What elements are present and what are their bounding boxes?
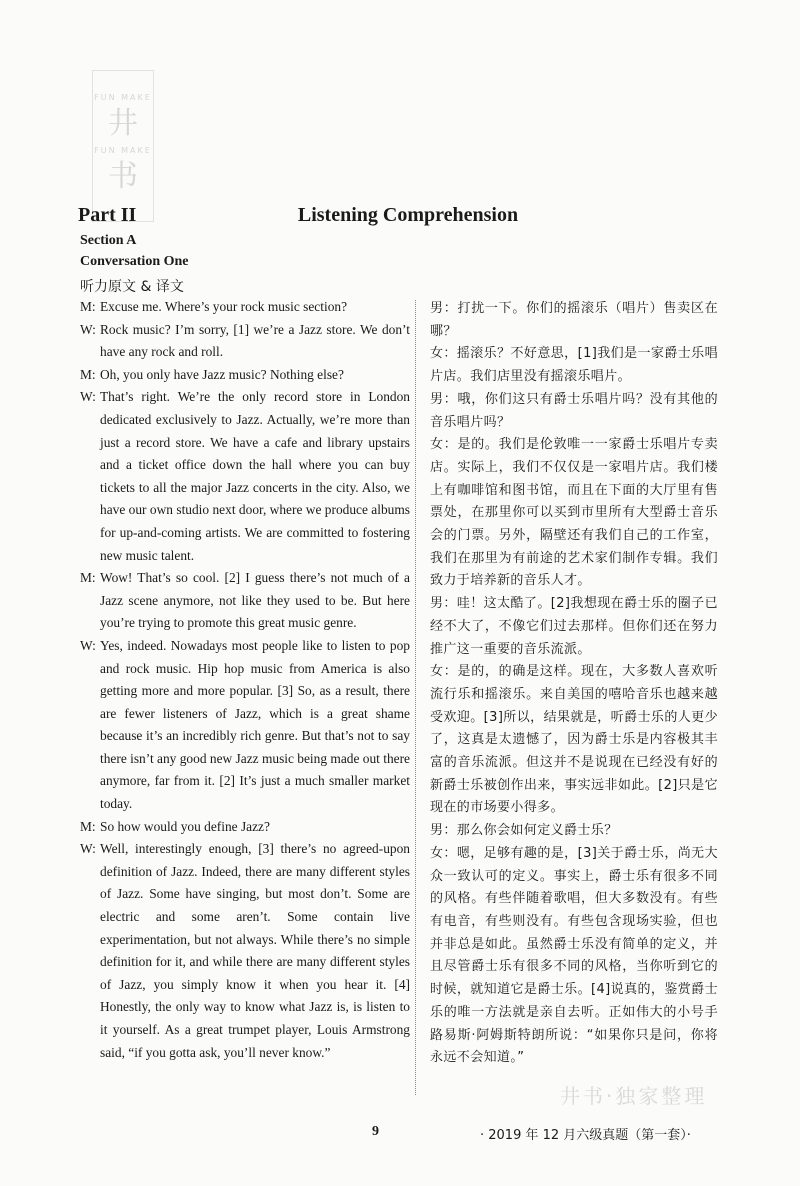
translation-paragraph: 男：哇！这太酷了。[2]我想现在爵士乐的圈子已经不大了，不像它们过去那样。但你们还在努力推广这一重要的音乐流派。 xyxy=(430,596,718,657)
dialogue-line xyxy=(80,567,410,635)
speaker-label: W: xyxy=(80,637,96,653)
footer-source: · 2019 年 12 月六级真题（第一套）· xyxy=(480,1128,691,1143)
watermark-text: 井书·独家整理 xyxy=(560,1084,708,1108)
english-transcript xyxy=(80,296,410,1064)
part-label: Part II xyxy=(78,204,137,226)
speaker-label: W: xyxy=(80,321,96,337)
brand-logo xyxy=(92,70,154,222)
translation-paragraph: 女：是的。我们是伦敦唯一一家爵士乐唱片专卖店。实际上，我们不仅仅是一家唱片店。我们楼上有咖啡馆和图书馆，而且在下面的大厅里有售票处，在那里你可以买到市里所有大型爵士音乐会的门票。另外，隔壁还有我们自己的工作室，我们在那里为有前途的艺术家们制作专辑。我们致力于培养新的音乐人才。 xyxy=(430,437,718,589)
dialogue-text: Yes, indeed. Nowadays most people like to listen to pop and rock music. Hip hop music from America is also getting more and more popular. [3] So, as a result, there are fewer listeners of Jazz, which is a great shame because it’s an incredibly rich genre. But that’s not to say there isn’t any good new Jazz music being made out there anymore, far from it. [2] It’s just a much smaller market today. xyxy=(100,637,410,812)
logo-char-2: 书 xyxy=(108,159,138,194)
speaker-label: M: xyxy=(80,299,96,314)
translation-paragraph: 男：那么你会如何定义爵士乐？ xyxy=(430,823,618,839)
dialogue-line xyxy=(80,319,410,364)
speaker-label: M: xyxy=(80,570,96,586)
dialogue-line xyxy=(80,364,410,387)
speaker-label: W: xyxy=(80,841,96,857)
dialogue-text: Oh, you only have Jazz music? Nothing else? xyxy=(100,366,344,382)
section-label: Section A xyxy=(80,233,137,248)
logo-caption-top: FUN MAKE xyxy=(94,93,152,102)
speaker-label: M: xyxy=(80,818,96,834)
dialogue-text: So how would you define Jazz? xyxy=(100,818,270,834)
chinese-translation xyxy=(430,298,718,1070)
dialogue-text: That’s right. We’re the only record store in London dedicated exclusively to Jazz. Actually, we’re more than just a record store. We have a cafe and library upstairs and a ticket office down the hall where you can buy tickets to all the major Jazz concerts in the city. Also, we have our own studio next door, where we produce albums for up-and-coming artists. We are committed to fostering new music talent. xyxy=(100,389,410,563)
dialogue-text: Rock music? I’m sorry, [1] we’re a Jazz store. We don’t have any rock and roll. xyxy=(100,321,410,360)
conversation-label: Conversation One xyxy=(80,254,189,269)
logo-caption-mid: FUN MAKE xyxy=(94,146,152,155)
page-number: 9 xyxy=(372,1124,379,1139)
dialogue-text: Wow! That’s so cool. [2] I guess there’s not much of a Jazz scene anymore, not like they used to be. But here you’re trying to promote this great music genre. xyxy=(100,570,410,631)
translation-paragraph: 女：是的，的确是这样。现在，大多数人喜欢听流行乐和摇滚乐。来自美国的嘻哈音乐也越来越受欢迎。[3]所以，结果就是，听爵士乐的人更少了，这真是太遗憾了，因为爵士乐是内容极其丰富的音乐流派。但这并不是说现在已经没有好的新爵士乐被创作出来，事实远非如此。[2]只是它现在的市场要小得多。 xyxy=(430,664,718,816)
dialogue-line xyxy=(80,816,410,839)
translation-paragraph: 女：嗯，足够有趣的是，[3]关于爵士乐，尚无大众一致认可的定义。事实上，爵士乐有很多不同的风格。有些伴随着歌唱，但大多数没有。有些有电音，有些则没有。有些包含现场实验，但也并非总是如此。虽然爵士乐没有简单的定义，并且尽管爵士乐有很多不同的风格，当你听到它的时候，就知道它是爵士乐。[4]说真的，鉴赏爵士乐的唯一方法就是亲自去听。正如伟大的小号手路易斯·阿姆斯特朗所说：“如果你只是问，你将永远不会知道。” xyxy=(430,845,718,1066)
dialogue-text: Excuse me. Where’s your rock music section? xyxy=(100,299,348,314)
page-header xyxy=(78,204,738,234)
logo-char-1: 井 xyxy=(108,106,138,141)
translation-paragraph: 女：摇滚乐？不好意思，[1]我们是一家爵士乐唱片店。我们店里没有摇滚乐唱片。 xyxy=(430,346,718,385)
page-title: Listening Comprehension xyxy=(297,204,519,226)
dialogue-line xyxy=(80,838,410,1064)
dialogue-text: Well, interestingly enough, [3] there’s no agreed-upon definition of Jazz. Indeed, there are many different styles of Jazz. Some have singing, but most don’t. Some are electric and some aren’t. Some contain live experimentation, but not always. While there’s no simple definition for it, and while there are many different styles of Jazz, you simply know it when you hear it. [4] Honestly, the only way to know what Jazz is, is listen to it yourself. As a great trumpet player, Louis Armstrong said, “if you gotta ask, you’ll never know.” xyxy=(100,841,410,1060)
speaker-label: M: xyxy=(80,366,96,382)
translation-paragraph: 男：打扰一下。你们的摇滚乐（唱片）售卖区在哪？ xyxy=(430,301,718,339)
dialogue-line xyxy=(80,386,410,567)
dialogue-line xyxy=(80,296,410,319)
transcript-subtitle: 听力原文 & 译文 xyxy=(80,279,184,295)
speaker-label: W: xyxy=(80,389,96,405)
column-divider xyxy=(415,300,416,1095)
translation-paragraph: 男：哦，你们这只有爵士乐唱片吗？没有其他的音乐唱片吗？ xyxy=(430,391,718,430)
dialogue-line xyxy=(80,635,410,816)
